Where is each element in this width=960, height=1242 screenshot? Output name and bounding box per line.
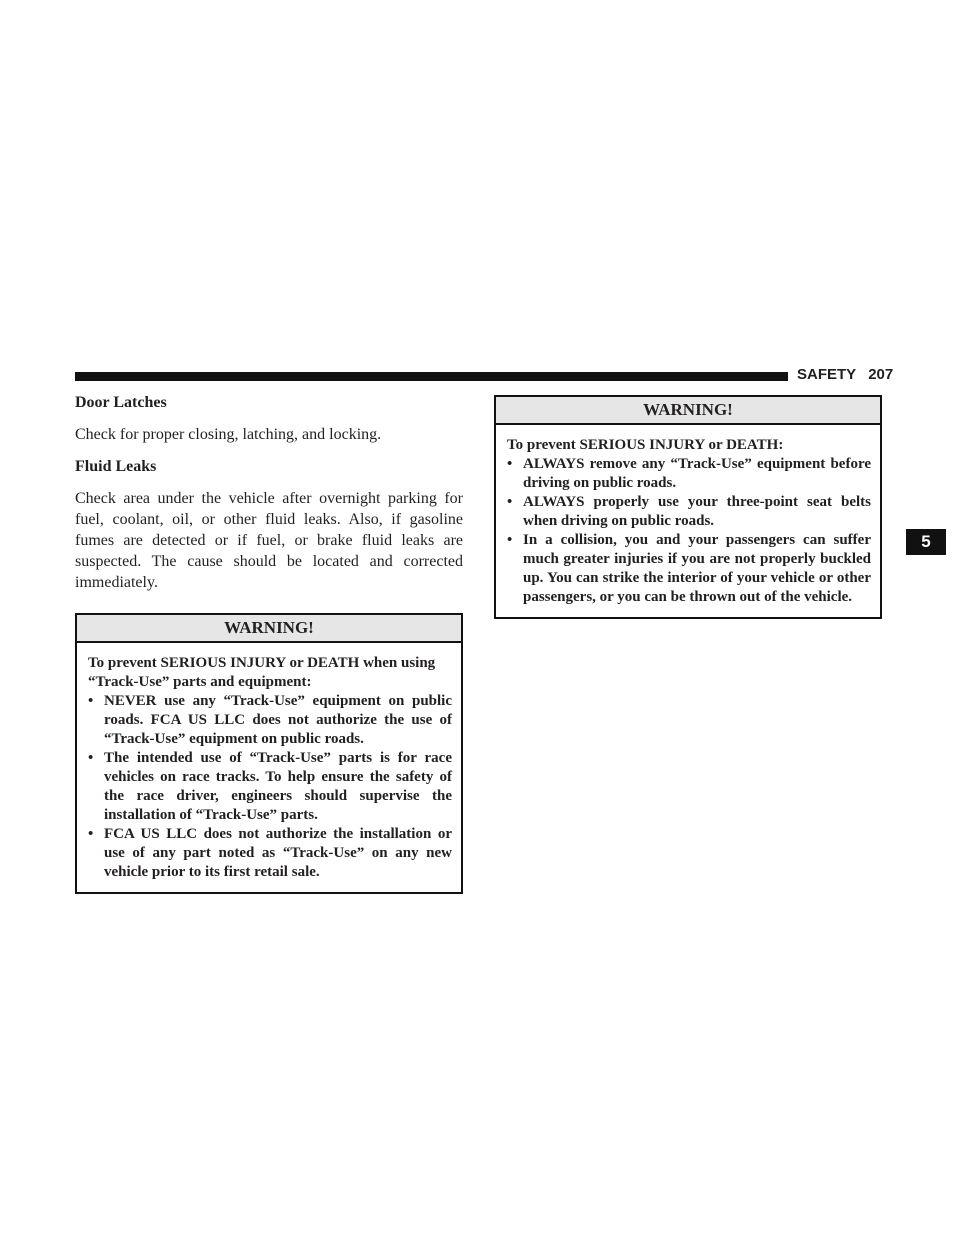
left-column bbox=[75, 392, 463, 894]
chapter-tab: 5 bbox=[906, 529, 946, 555]
warning-list bbox=[88, 692, 452, 882]
fluid-leaks-heading: Fluid Leaks bbox=[75, 458, 157, 475]
bullet-glyph: • bbox=[88, 826, 94, 842]
warning-item-text: FCA US LLC does not authorize the installation or use of any part noted as “Track-Use” on any new vehicle prior to its first retail sale. bbox=[104, 826, 452, 880]
bullet-glyph: • bbox=[507, 532, 513, 548]
bullet-glyph: • bbox=[88, 750, 94, 766]
warning-intro: To prevent SERIOUS INJURY or DEATH: bbox=[507, 437, 784, 453]
section-title: SAFETY bbox=[797, 366, 857, 383]
warning-item bbox=[507, 531, 871, 607]
fluid-leaks-text: Check area under the vehicle after overnight parking for fuel, coolant, oil, or other fluid leaks. Also, if gasoline fumes are detected or if fuel, or brake fluid leaks are suspected. The cause should be located and corrected immediately. bbox=[75, 490, 463, 591]
warning-list bbox=[507, 455, 871, 607]
page-number: 207 bbox=[868, 366, 894, 383]
warning-item-text: ALWAYS properly use your three-point seat belts when driving on public roads. bbox=[523, 494, 871, 529]
track-use-warning-box bbox=[75, 613, 463, 894]
warning-item bbox=[88, 749, 452, 825]
warning-item bbox=[88, 692, 452, 749]
warning-item bbox=[507, 455, 871, 493]
warning-item-text: ALWAYS remove any “Track-Use” equipment before driving on public roads. bbox=[523, 456, 871, 491]
warning-item bbox=[88, 825, 452, 882]
bullet-glyph: • bbox=[507, 494, 513, 510]
seat-belt-warning-box bbox=[494, 395, 882, 619]
warning-item-text: NEVER use any “Track-Use” equipment on public roads. FCA US LLC does not authorize the use of “Track-Use” equipment on public roads. bbox=[104, 693, 452, 747]
warning-body bbox=[77, 643, 461, 892]
door-latches-text: Check for proper closing, latching, and locking. bbox=[75, 426, 382, 443]
header-rule bbox=[75, 372, 788, 381]
running-header bbox=[797, 366, 907, 383]
bullet-glyph: • bbox=[507, 456, 513, 472]
door-latches-heading: Door Latches bbox=[75, 394, 167, 411]
warning-body bbox=[496, 425, 880, 617]
bullet-glyph: • bbox=[88, 693, 94, 709]
warning-intro: To prevent SERIOUS INJURY or DEATH when using “Track-Use” parts and equipment: bbox=[88, 655, 436, 690]
warning-item bbox=[507, 493, 871, 531]
warning-title: WARNING! bbox=[496, 397, 880, 425]
warning-title: WARNING! bbox=[77, 615, 461, 643]
warning-item-text: The intended use of “Track-Use” parts is for race vehicles on race tracks. To help ensure the safety of the race driver, engineers should supervise the installation of “Track-Use” parts. bbox=[104, 750, 452, 823]
right-column bbox=[494, 395, 882, 619]
warning-item-text: In a collision, you and your passengers can suffer much greater injuries if you are not properly buckled up. You can strike the interior of your vehicle or other passengers, or you can be thrown out of the vehicle. bbox=[523, 532, 871, 605]
